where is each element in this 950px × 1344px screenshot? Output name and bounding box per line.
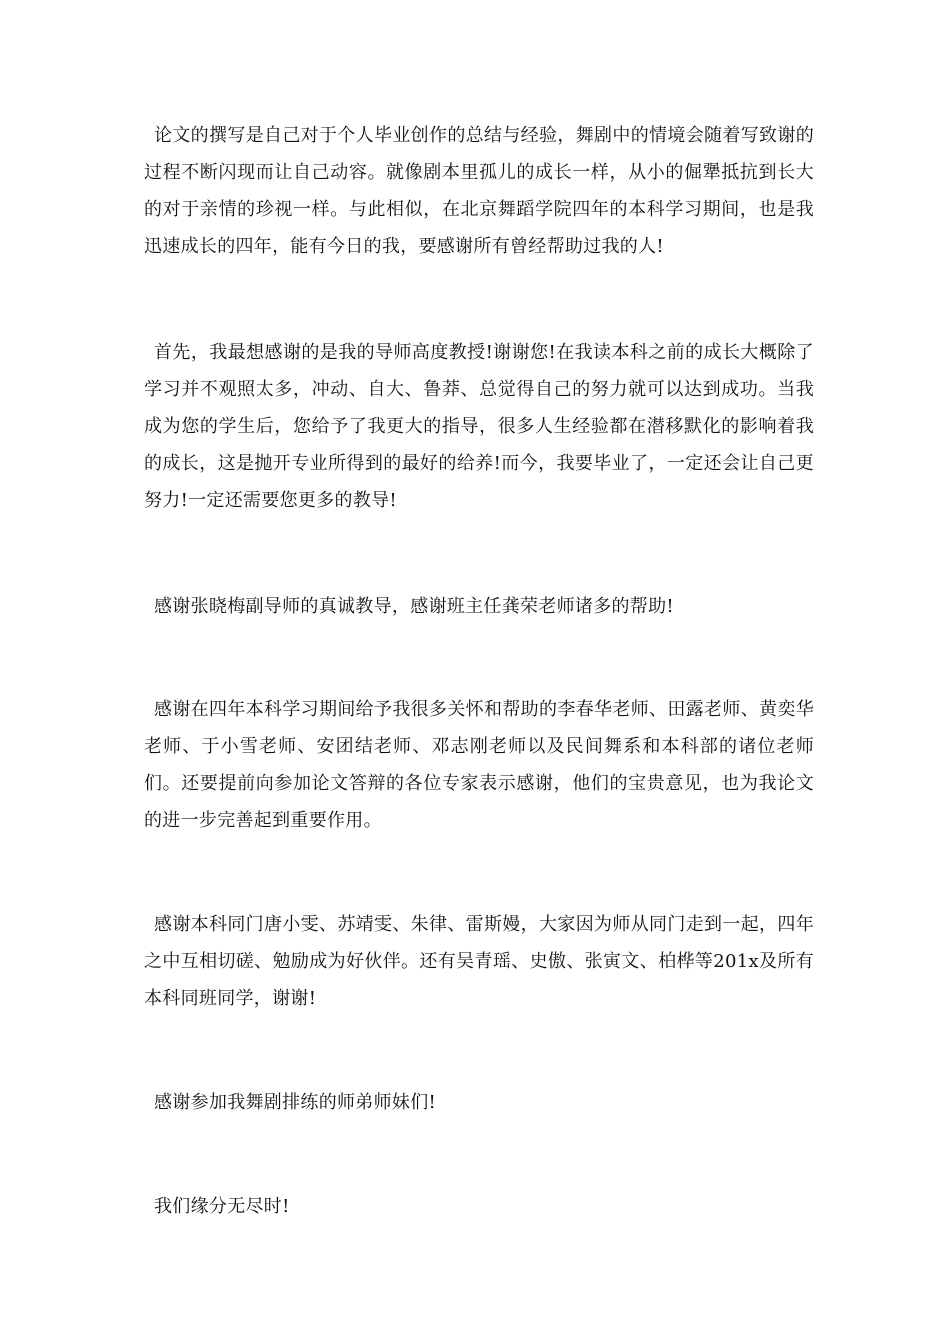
paragraph-intro: 论文的撰写是自己对于个人毕业创作的总结与经验，舞剧中的情境会随着写致谢的过程不断闪现而让自己动容。就像剧本里孤儿的成长一样，从小的倔犟抵抗到长大的对于亲情的珍视一样。与此相似，在北京舞蹈学院四年的本科学习期间，也是我迅速成长的四年，能有今日的我，要感谢所有曾经帮助过我的人! bbox=[144, 125, 814, 257]
paragraph-thanks-advisor: 首先，我最想感谢的是我的导师高度教授!谢谢您!在我读本科之前的成长大概除了学习并不观照太多，冲动、自大、鲁莽、总觉得自己的努力就可以达到成功。当我成为您的学生后，您给予了我更大的指导，很多人生经验都在潜移默化的影响着我的成长，这是抛开专业所得到的最好的给养!而今，我要毕业了，一定还会让自己更努力!一定还需要您更多的教导! bbox=[144, 342, 814, 511]
paragraph-closing: 我们缘分无尽时! bbox=[154, 1196, 290, 1217]
paragraph-thanks-teachers: 感谢在四年本科学习期间给予我很多关怀和帮助的李春华老师、田露老师、黄奕华老师、于小雪老师、安团结老师、邓志刚老师以及民间舞系和本科部的诸位老师们。还要提前向参加论文答辩的各位专家表示感谢，他们的宝贵意见，也为我论文的进一步完善起到重要作用。 bbox=[144, 699, 814, 831]
paragraph-thanks-juniors: 感谢参加我舞剧排练的师弟师妹们! bbox=[154, 1092, 437, 1113]
paragraph-thanks-deputy-advisor: 感谢张晓梅副导师的真诚教导，感谢班主任龚荣老师诸多的帮助! bbox=[154, 596, 674, 617]
paragraph-thanks-classmates: 感谢本科同门唐小雯、苏靖雯、朱律、雷斯嫚，大家因为师从同门走到一起，四年之中互相切磋、勉励成为好伙伴。还有吴青瑶、史傲、张寅文、柏桦等201x及所有本科同班同学，谢谢! bbox=[144, 914, 814, 1009]
